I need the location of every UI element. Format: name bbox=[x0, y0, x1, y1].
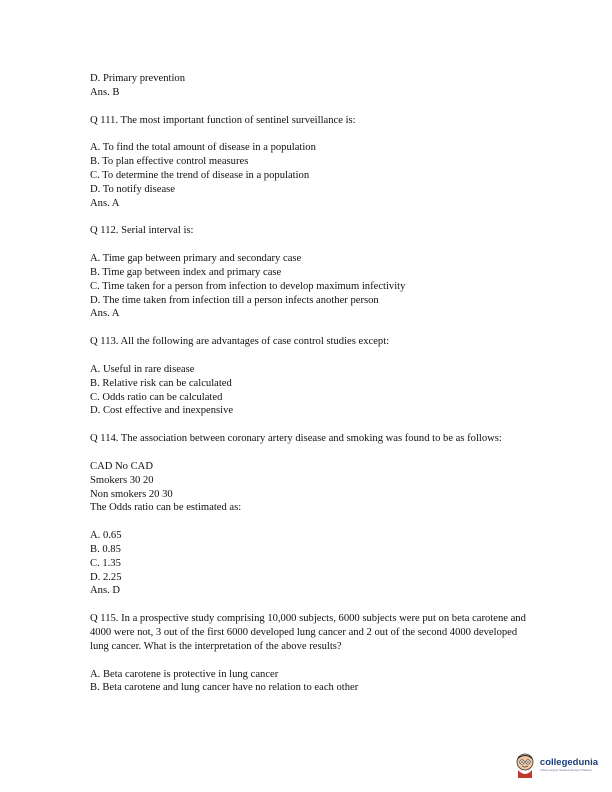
question-114-options bbox=[90, 529, 530, 598]
option-c: C. 1.35 bbox=[90, 557, 121, 569]
option-a: A. Beta carotene is protective in lung cancer bbox=[90, 668, 279, 680]
option-a: A. Time gap between primary and secondary case bbox=[90, 253, 302, 265]
question-111: Q 111. The most important function of sentinel surveillance is: bbox=[90, 114, 356, 126]
logo-tagline: India's largest Student Review Platform bbox=[539, 768, 593, 772]
option-d: D. 2.25 bbox=[90, 571, 122, 583]
option-b: B. Relative risk can be calculated bbox=[90, 377, 232, 389]
option-b: B. Beta carotene and lung cancer have no relation to each other bbox=[90, 682, 359, 694]
question-112: Q 112. Serial interval is: bbox=[90, 225, 194, 237]
option-a: A. To find the total amount of disease in a population bbox=[90, 142, 316, 154]
option-b: B. To plan effective control measures bbox=[90, 156, 249, 168]
option-d: D. To notify disease bbox=[90, 183, 175, 195]
question-112-options bbox=[90, 252, 530, 321]
option-a: A. Useful in rare disease bbox=[90, 363, 195, 375]
mascot-icon bbox=[514, 752, 536, 778]
option-d: D. The time taken from infection till a person infects another person bbox=[90, 294, 379, 306]
option-c: C. Time taken for a person from infection to develop maximum infectivity bbox=[90, 280, 406, 292]
table-caption: The Odds ratio can be estimated as: bbox=[90, 502, 242, 514]
previous-question-tail bbox=[90, 72, 530, 100]
option-c: C. Odds ratio can be calculated bbox=[90, 391, 223, 403]
option-d: D. Cost effective and inexpensive bbox=[90, 405, 234, 417]
option-b: B. 0.85 bbox=[90, 543, 121, 555]
option-a: A. 0.65 bbox=[90, 530, 122, 542]
collegedunia-logo[interactable] bbox=[514, 750, 598, 780]
answer: Ans. D bbox=[90, 585, 121, 597]
question-113-options bbox=[90, 363, 530, 418]
table-row: Non smokers 20 30 bbox=[90, 488, 173, 500]
answer: Ans. B bbox=[90, 86, 120, 98]
question-113: Q 113. All the following are advantages of case control studies except: bbox=[90, 336, 390, 348]
question-114: Q 114. The association between coronary artery disease and smoking was found to be as follows: bbox=[90, 433, 502, 445]
logo-name: collegedunia bbox=[539, 757, 598, 768]
answer: Ans. A bbox=[90, 197, 120, 209]
option-b: B. Time gap between index and primary case bbox=[90, 266, 282, 278]
question-111-options bbox=[90, 141, 530, 210]
table-header: CAD No CAD bbox=[90, 460, 153, 472]
question-114-table bbox=[90, 460, 530, 515]
option-c: C. To determine the trend of disease in a population bbox=[90, 169, 310, 181]
page-content bbox=[90, 72, 530, 709]
option-d: D. Primary prevention bbox=[90, 73, 186, 84]
answer: Ans. A bbox=[90, 308, 120, 320]
question-115: Q 115. In a prospective study comprising 10,000 subjects, 6000 subjects were put on beta carotene and 4000 were not, 3 out of the first 6000 developed lung cancer and 2 out of the second 4000 developed lung cancer. What is the interpretation of the above results? bbox=[90, 613, 526, 652]
table-row: Smokers 30 20 bbox=[90, 474, 154, 486]
question-115-options bbox=[90, 668, 530, 696]
logo-text bbox=[540, 758, 598, 772]
